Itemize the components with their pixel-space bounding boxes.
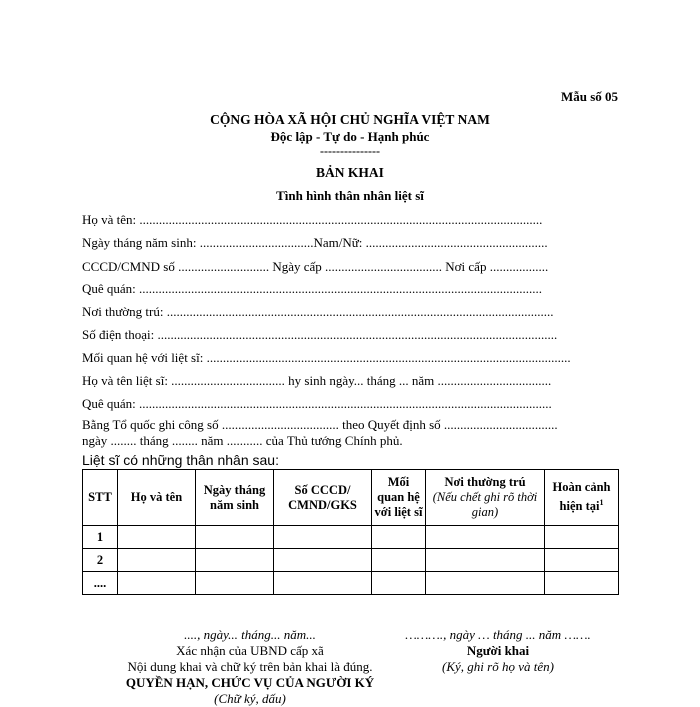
declarant-label: Người khai [466,643,530,658]
header-status-label: Hoàn cảnh hiện tại [552,480,611,514]
confirmation-statement: Nội dung khai và chữ ký trên bản khai là đúng. [127,659,373,674]
header-name: Họ và tên [118,470,196,526]
document-title: BẢN KHAI [316,165,384,180]
cell-status[interactable] [545,549,619,572]
field-date-of-birth: Ngày tháng năm sinh: ...................................Nam/Nữ: ........................................................ [82,235,548,250]
field-martyr-hometown: Quê quán: ............................................................................................................................... [82,396,552,411]
commune-confirmation-label: Xác nhận của UBND cấp xã [176,643,324,658]
cell-relation[interactable] [372,549,426,572]
table-header-row [83,470,619,526]
cell-dob[interactable] [196,572,274,595]
cell-dob[interactable] [196,526,274,549]
field-hometown: Quê quán: ............................................................................................................................ [82,281,543,296]
right-sign-note: (Ký, ghi rõ họ và tên) [442,659,554,674]
field-full-name: Họ và tên: ............................................................................................................................ [82,212,543,227]
national-motto: Độc lập - Tự do - Hạnh phúc [270,129,430,144]
table-row [83,572,619,595]
header-residence-label: Nơi thường trú [444,475,526,489]
cell-id[interactable] [274,572,372,595]
row-number: 2 [83,549,118,572]
field-id-number: CCCD/CMND số ............................ Ngày cấp .................................... Nơi cấp .................. [82,259,549,274]
cell-relation[interactable] [372,526,426,549]
field-martyr-name: Họ và tên liệt sĩ: ................................... hy sinh ngày... tháng ... năm ................................... [82,373,552,388]
form-number: Mẫu số 05 [560,89,618,104]
document-subtitle: Tình hình thân nhân liệt sĩ [276,188,424,203]
table-row [83,526,619,549]
cell-name[interactable] [118,549,196,572]
table-row [83,549,619,572]
relatives-table [82,469,619,595]
signer-authority: QUYỀN HẠN, CHỨC VỤ CỦA NGƯỜI KÝ [125,675,375,690]
left-date-line: ...., ngày... tháng... năm... [184,627,316,642]
header-stt: STT [83,470,118,526]
row-number: 1 [83,526,118,549]
header-relation: Mối quan hệ với liệt sĩ [372,470,426,526]
left-sign-note: (Chữ ký, dấu) [214,691,286,706]
field-phone: Số điện thoại: ........................................................................................................................... [82,327,558,342]
field-relationship: Mối quan hệ với liệt sĩ: ................................................................................................................ [82,350,571,365]
field-residence: Nơi thường trú: ....................................................................................................................... [82,304,554,319]
header-residence [426,470,545,526]
cell-residence[interactable] [426,526,545,549]
header-divider: --------------- [320,144,380,158]
header-status [545,470,619,526]
right-date-line: ………., ngày … tháng ... năm ……. [405,627,591,642]
row-number: .... [83,572,118,595]
cell-name[interactable] [118,526,196,549]
cell-residence[interactable] [426,572,545,595]
cell-residence[interactable] [426,549,545,572]
header-dob: Ngày tháng năm sinh [196,470,274,526]
cell-status[interactable] [545,526,619,549]
national-title: CỘNG HÒA XÃ HỘI CHỦ NGHĨA VIỆT NAM [210,112,490,127]
cell-status[interactable] [545,572,619,595]
section-label: Liệt sĩ có những thân nhân sau: [82,452,279,468]
cell-name[interactable] [118,572,196,595]
declarant-block [368,627,628,675]
cell-relation[interactable] [372,572,426,595]
cell-dob[interactable] [196,549,274,572]
header-residence-note: (Nếu chết ghi rõ thời gian) [432,490,538,519]
field-decision-date: ngày ........ tháng ........ năm ........... của Thủ tướng Chính phủ. [82,433,403,448]
cell-id[interactable] [274,526,372,549]
cell-id[interactable] [274,549,372,572]
field-certificate: Bằng Tổ quốc ghi công số .................................... theo Quyết định số ................................... [82,417,558,432]
footnote-marker: 1 [599,498,604,508]
header-id: Số CCCD/ CMND/GKS [274,470,372,526]
